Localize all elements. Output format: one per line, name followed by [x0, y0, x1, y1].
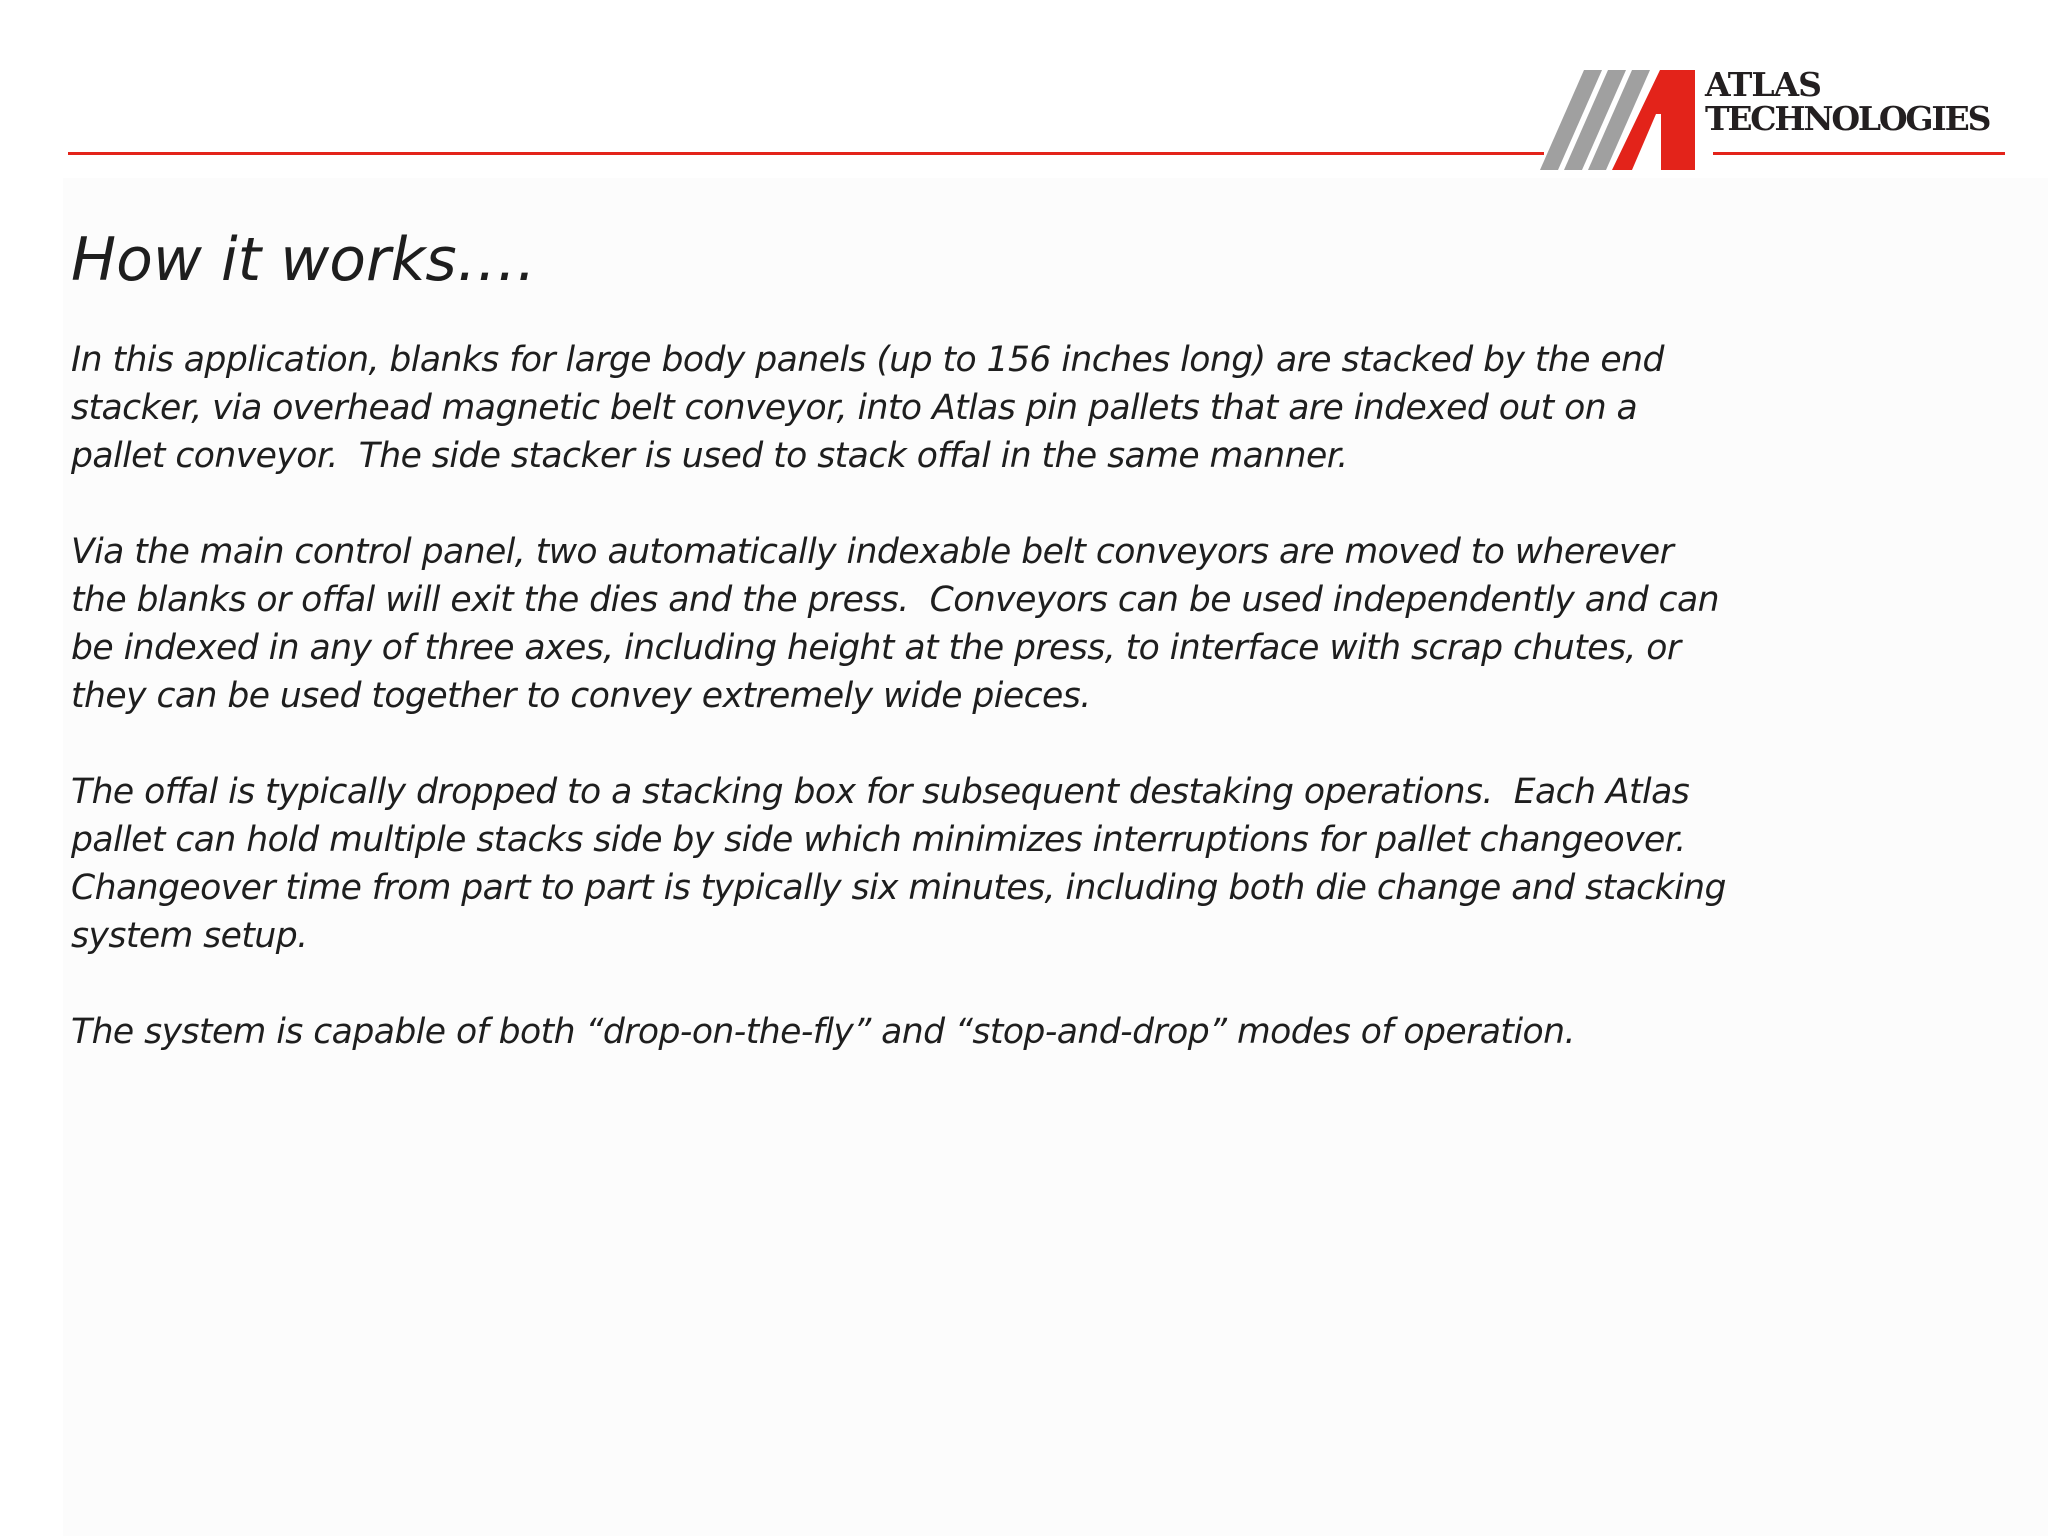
text-line: stacker, via overhead magnetic belt conveyor, into Atlas pin pallets that are indexed out on a	[71, 388, 1638, 428]
text-line: pallet can hold multiple stacks side by side which minimizes interruptions for pallet changeover.	[71, 820, 1686, 860]
paragraph-spacer	[71, 960, 2011, 1008]
paragraph-1	[71, 336, 2011, 480]
atlas-logo-mark-icon	[1540, 62, 1710, 174]
atlas-technologies-logo	[1540, 62, 2010, 174]
header-rule-left	[68, 152, 1544, 155]
text-line: system setup.	[71, 916, 308, 956]
text-line: The system is capable of both “drop-on-the-fly” and “stop-and-drop” modes of operation.	[71, 1012, 1575, 1052]
logo-text-technologies: TECHNOLOGIES	[1705, 99, 1990, 138]
text-line: Changeover time from part to part is typically six minutes, including both die change and stacking	[71, 868, 1726, 908]
page-title: How it works….	[71, 225, 536, 295]
paragraph-3	[71, 768, 2011, 960]
text-line: pallet conveyor. The side stacker is used to stack offal in the same manner.	[71, 436, 1348, 476]
text-line: The offal is typically dropped to a stacking box for subsequent destaking operations. Each Atlas	[71, 772, 1690, 812]
body-text	[71, 336, 2011, 1056]
paragraph-4	[71, 1008, 2011, 1056]
text-line: Via the main control panel, two automatically indexable belt conveyors are moved to wherever	[71, 532, 1674, 572]
paragraph-spacer	[71, 720, 2011, 768]
text-line: be indexed in any of three axes, including height at the press, to interface with scrap chutes, or	[71, 628, 1681, 668]
text-line: they can be used together to convey extremely wide pieces.	[71, 676, 1091, 716]
paragraph-2	[71, 528, 2011, 720]
logo-text-atlas: ATLAS	[1705, 65, 1821, 104]
text-line: In this application, blanks for large body panels (up to 156 inches long) are stacked by the end	[71, 340, 1664, 380]
text-line: the blanks or offal will exit the dies and the press. Conveyors can be used independently and can	[71, 580, 1720, 620]
paragraph-spacer	[71, 480, 2011, 528]
